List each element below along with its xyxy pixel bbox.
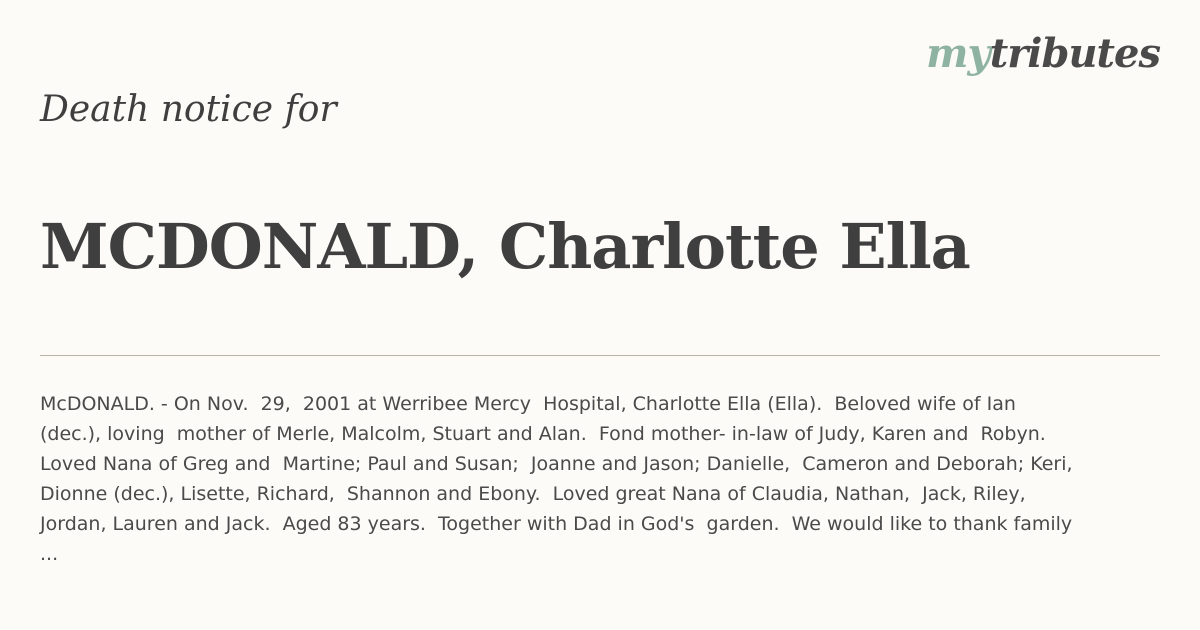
- notice-text: [40, 389, 1160, 569]
- notice-line: Jordan, Lauren and Jack. Aged 83 years. Together with Dad in God's garden. We would like to thank family: [40, 513, 1073, 535]
- divider: [40, 355, 1160, 356]
- deceased-name: MCDONALD, Charlotte Ella: [40, 210, 970, 283]
- notice-ellipsis: ...: [40, 543, 59, 565]
- mytributes-logo[interactable]: [926, 30, 1160, 77]
- notice-line: Dionne (dec.), Lisette, Richard, Shannon and Ebony. Loved great Nana of Claudia, Nathan, Jack, Riley,: [40, 483, 1026, 505]
- logo-prefix: my: [926, 30, 990, 77]
- logo-suffix: tributes: [989, 30, 1160, 77]
- notice-line: (dec.), loving mother of Merle, Malcolm, Stuart and Alan. Fond mother- in-law of Judy, Karen and Robyn.: [40, 423, 1046, 445]
- notice-line: McDONALD. - On Nov. 29, 2001 at Werribee Mercy Hospital, Charlotte Ella (Ella). Beloved wife of Ian: [40, 393, 1016, 415]
- notice-line: Loved Nana of Greg and Martine; Paul and Susan; Joanne and Jason; Danielle, Cameron and Deborah; Keri,: [40, 453, 1073, 475]
- notice-kicker: Death notice for: [40, 89, 337, 130]
